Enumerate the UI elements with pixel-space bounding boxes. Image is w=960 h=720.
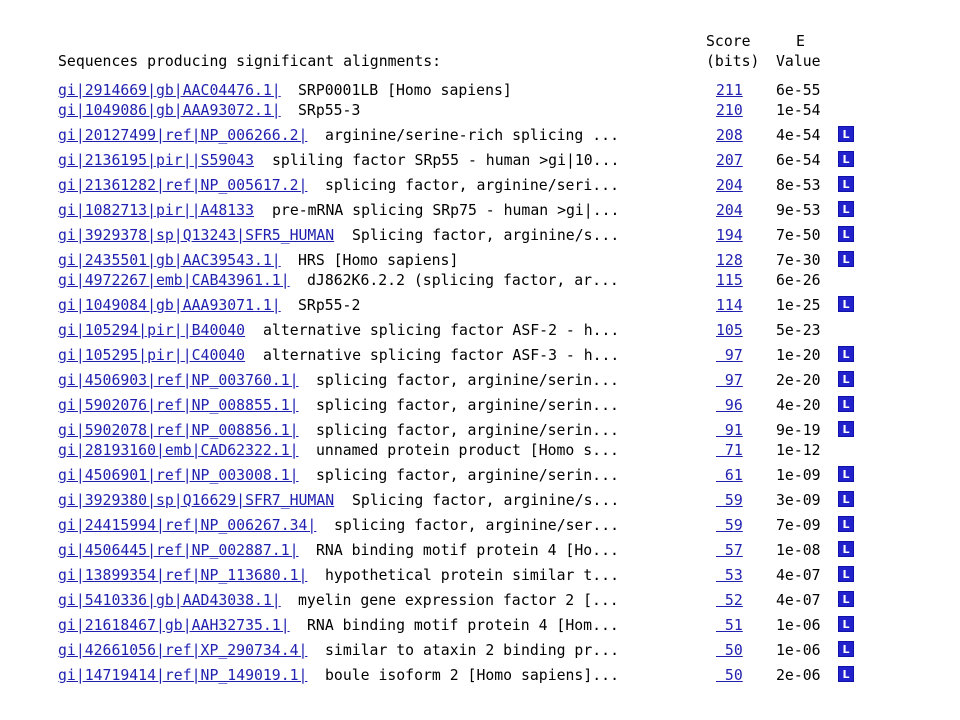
table-row [58, 371, 850, 396]
accession-link[interactable]: gi|4972267|emb|CAB43961.1| [58, 272, 290, 289]
score-link[interactable]: 97 [716, 372, 743, 389]
accession-link[interactable]: gi|20127499|ref|NP_006266.2| [58, 127, 308, 144]
score-link[interactable]: 211 [716, 82, 743, 99]
linkout-l-icon[interactable]: L [838, 616, 854, 632]
e-value: 1e-25 [776, 297, 821, 314]
table-row [58, 616, 850, 641]
e-value: 6e-26 [776, 272, 821, 289]
accession-link[interactable]: gi|1049084|gb|AAA93071.1| [58, 297, 281, 314]
table-row [58, 151, 850, 176]
score-link[interactable]: 105 [716, 322, 743, 339]
accession-link[interactable]: gi|3929380|sp|Q16629|SFR7_HUMAN [58, 492, 335, 509]
table-row [58, 516, 850, 541]
linkout-l-icon[interactable]: L [838, 371, 854, 387]
e-value: 2e-20 [776, 372, 821, 389]
accession-link[interactable]: gi|21618467|gb|AAH32735.1| [58, 617, 290, 634]
table-row [58, 441, 821, 466]
linkout-l-icon[interactable]: L [838, 641, 854, 657]
hit-description: splicing factor, arginine/ser... [334, 517, 620, 534]
accession-link[interactable]: gi|21361282|ref|NP_005617.2| [58, 177, 308, 194]
score-link[interactable]: 50 [716, 667, 743, 684]
score-link[interactable]: 194 [716, 227, 743, 244]
score-link[interactable]: 61 [716, 467, 743, 484]
accession-link[interactable]: gi|1049086|gb|AAA93072.1| [58, 102, 281, 119]
hit-description: splicing factor, arginine/serin... [316, 467, 619, 484]
accession-link[interactable]: gi|13899354|ref|NP_113680.1| [58, 567, 308, 584]
hit-description: dJ862K6.2.2 (splicing factor, ar... [307, 272, 619, 289]
linkout-l-icon[interactable]: L [838, 201, 854, 217]
linkout-l-icon[interactable]: L [838, 491, 854, 507]
page-title: Sequences producing significant alignments: [58, 53, 442, 70]
table-row [58, 81, 821, 101]
score-link[interactable]: 59 [716, 492, 743, 509]
accession-link[interactable]: gi|5902076|ref|NP_008855.1| [58, 397, 299, 414]
linkout-l-icon[interactable]: L [838, 421, 854, 437]
e-value: 2e-06 [776, 667, 821, 684]
e-value: 4e-07 [776, 567, 821, 584]
accession-link[interactable]: gi|42661056|ref|XP_290734.4| [58, 642, 308, 659]
table-row [58, 176, 850, 201]
linkout-l-icon[interactable]: L [838, 296, 854, 312]
linkout-l-icon[interactable]: L [838, 151, 854, 167]
e-value: 7e-30 [776, 252, 821, 269]
e-value: 9e-19 [776, 422, 821, 439]
score-link[interactable]: 128 [716, 252, 743, 269]
hit-description: splicing factor, arginine/serin... [316, 422, 619, 439]
e-value: 1e-06 [776, 617, 821, 634]
accession-link[interactable]: gi|1082713|pir||A48133 [58, 202, 254, 219]
score-link[interactable]: 91 [716, 422, 743, 439]
e-value: 8e-53 [776, 177, 821, 194]
linkout-l-icon[interactable]: L [838, 226, 854, 242]
table-row [58, 201, 850, 226]
hit-description: hypothetical protein similar t... [325, 567, 619, 584]
hit-description: SRp55-2 [298, 297, 361, 314]
hits-list [58, 81, 850, 691]
e-value: 1e-54 [776, 102, 821, 119]
table-row [58, 491, 850, 516]
linkout-l-icon[interactable]: L [838, 566, 854, 582]
blast-results [58, 32, 850, 691]
hit-description: pre-mRNA splicing SRp75 - human >gi|... [272, 202, 620, 219]
e-value: 4e-20 [776, 397, 821, 414]
e-value: 1e-08 [776, 542, 821, 559]
table-row [58, 566, 850, 591]
hit-description: boule isoform 2 [Homo sapiens]... [325, 667, 619, 684]
accession-link[interactable]: gi|105295|pir||C40040 [58, 347, 246, 364]
accession-link[interactable]: gi|4506903|ref|NP_003760.1| [58, 372, 299, 389]
score-link[interactable]: 96 [716, 397, 743, 414]
accession-link[interactable]: gi|28193160|emb|CAD62322.1| [58, 442, 299, 459]
e-value: 7e-50 [776, 227, 821, 244]
header-row-2 [58, 52, 821, 72]
e-value: 7e-09 [776, 517, 821, 534]
score-link[interactable]: 53 [716, 567, 743, 584]
accession-link[interactable]: gi|4506901|ref|NP_003008.1| [58, 467, 299, 484]
accession-link[interactable]: gi|5410336|gb|AAD43038.1| [58, 592, 281, 609]
hit-description: arginine/serine-rich splicing ... [325, 127, 619, 144]
linkout-l-icon[interactable]: L [838, 346, 854, 362]
score-link[interactable]: 50 [716, 642, 743, 659]
score-link[interactable]: 59 [716, 517, 743, 534]
linkout-l-icon[interactable]: L [838, 251, 854, 267]
hit-description: splicing factor, arginine/serin... [316, 397, 619, 414]
bits-column-header: (bits) [706, 53, 760, 70]
e-value: 1e-06 [776, 642, 821, 659]
hit-description: unnamed protein product [Homo s... [316, 442, 619, 459]
e-column-header: E [796, 33, 805, 50]
hit-description: SRp55-3 [298, 102, 361, 119]
table-row [58, 251, 850, 271]
e-value: 4e-07 [776, 592, 821, 609]
hit-description: RNA binding motif protein 4 [Hom... [307, 617, 619, 634]
e-value: 5e-23 [776, 322, 821, 339]
hit-description: splicing factor, arginine/serin... [316, 372, 619, 389]
accession-link[interactable]: gi|2136195|pir||S59043 [58, 152, 254, 169]
table-row [58, 666, 850, 691]
table-row [58, 271, 821, 296]
score-link[interactable]: 115 [716, 272, 743, 289]
hit-description: SRP0001LB [Homo sapiens] [298, 82, 512, 99]
linkout-l-icon[interactable]: L [838, 176, 854, 192]
accession-link[interactable]: gi|5902078|ref|NP_008856.1| [58, 422, 299, 439]
linkout-l-icon[interactable]: L [838, 516, 854, 532]
linkout-l-icon[interactable]: L [838, 591, 854, 607]
accession-link[interactable]: gi|3929378|sp|Q13243|SFR5_HUMAN [58, 227, 335, 244]
accession-link[interactable]: gi|105294|pir||B40040 [58, 322, 246, 339]
e-value: 1e-12 [776, 442, 821, 459]
accession-link[interactable]: gi|2435501|gb|AAC39543.1| [58, 252, 281, 269]
score-link[interactable]: 207 [716, 152, 743, 169]
linkout-l-icon[interactable]: L [838, 396, 854, 412]
table-row [58, 541, 850, 566]
value-column-header: Value [776, 53, 821, 70]
hit-description: spliling factor SRp55 - human >gi|10... [272, 152, 620, 169]
hit-description: alternative splicing factor ASF-3 - h... [263, 347, 620, 364]
linkout-l-icon[interactable]: L [838, 466, 854, 482]
hit-description: splicing factor, arginine/seri... [325, 177, 619, 194]
table-row [58, 226, 850, 251]
table-row [58, 321, 821, 346]
score-link[interactable]: 208 [716, 127, 743, 144]
accession-link[interactable]: gi|24415994|ref|NP_006267.34| [58, 517, 317, 534]
score-link[interactable]: 114 [716, 297, 743, 314]
table-row [58, 396, 850, 421]
e-value: 6e-55 [776, 82, 821, 99]
accession-link[interactable]: gi|4506445|ref|NP_002887.1| [58, 542, 299, 559]
e-value: 9e-53 [776, 202, 821, 219]
hit-description: Splicing factor, arginine/s... [352, 492, 620, 509]
score-link[interactable]: 51 [716, 617, 743, 634]
table-row [58, 126, 850, 151]
table-row [58, 466, 850, 491]
hit-description: similar to ataxin 2 binding pr... [325, 642, 619, 659]
score-link[interactable]: 204 [716, 177, 743, 194]
hit-description: alternative splicing factor ASF-2 - h... [263, 322, 620, 339]
score-column-header: Score [706, 33, 751, 50]
score-link[interactable]: 204 [716, 202, 743, 219]
score-link[interactable]: 57 [716, 542, 743, 559]
e-value: 3e-09 [776, 492, 821, 509]
linkout-l-icon[interactable]: L [838, 666, 854, 682]
table-row [58, 591, 850, 616]
table-row [58, 101, 821, 126]
accession-link[interactable]: gi|14719414|ref|NP_149019.1| [58, 667, 308, 684]
e-value: 1e-20 [776, 347, 821, 364]
score-link[interactable]: 52 [716, 592, 743, 609]
hit-description: Splicing factor, arginine/s... [352, 227, 620, 244]
linkout-l-icon[interactable]: L [838, 541, 854, 557]
table-row [58, 641, 850, 666]
e-value: 6e-54 [776, 152, 821, 169]
accession-link[interactable]: gi|2914669|gb|AAC04476.1| [58, 82, 281, 99]
table-row [58, 346, 850, 371]
e-value: 4e-54 [776, 127, 821, 144]
hit-description: RNA binding motif protein 4 [Ho... [316, 542, 619, 559]
hit-description: myelin gene expression factor 2 [... [298, 592, 619, 609]
e-value: 1e-09 [776, 467, 821, 484]
hit-description: HRS [Homo sapiens] [298, 252, 459, 269]
linkout-l-icon[interactable]: L [838, 126, 854, 142]
score-link[interactable]: 97 [716, 347, 743, 364]
header-row-1 [58, 32, 805, 52]
table-row [58, 421, 850, 441]
table-row [58, 296, 850, 321]
score-link[interactable]: 71 [716, 442, 743, 459]
score-link[interactable]: 210 [716, 102, 743, 119]
